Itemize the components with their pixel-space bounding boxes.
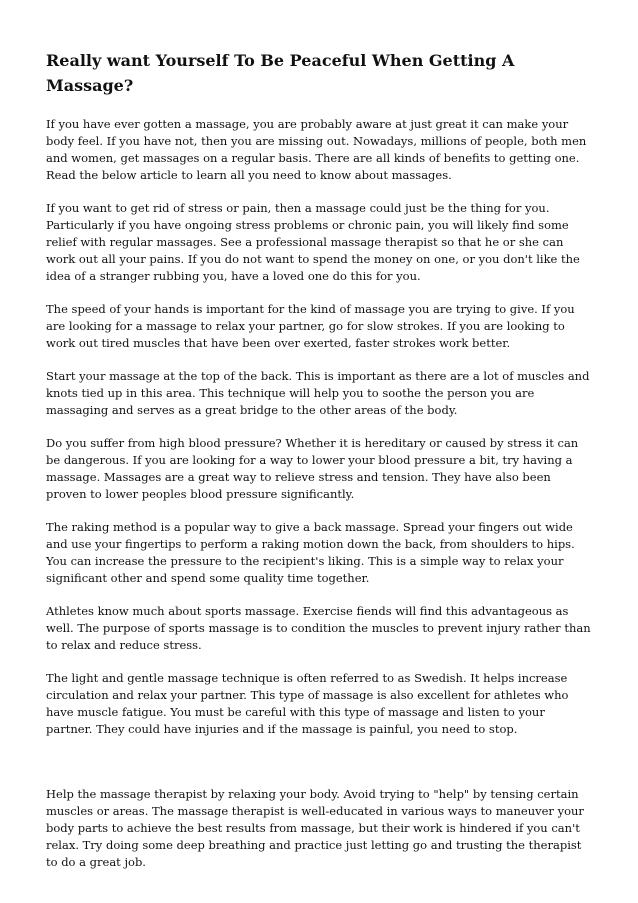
paragraph-intro: If you have ever gotten a massage, you are probably aware at just great it can make your body feel. If you have not, then you are missing out. Nowadays, millions of people, both men and women, get massages on a regular basis. There are all kinds of benefits to getting one. Read the below article to learn all you need to know about massages. bbox=[46, 117, 587, 182]
paragraph-hand-speed: The speed of your hands is important for the kind of massage you are trying to give. If you are looking for a massage to relax your partner, go for slow strokes. If you are looking to work out tired muscles that have been over exerted, faster strokes work better. bbox=[46, 302, 575, 350]
paragraph-relax-body: Help the massage therapist by relaxing your body. Avoid trying to "help" by tensing certain muscles or areas. The massage therapist is well-educated in various ways to maneuver your body parts to achieve the best results from massage, but their work is hindered if you can't relax. Try doing some deep breathing and practice just letting go and trusting the therapist to do a great job. bbox=[46, 787, 584, 869]
document-body bbox=[46, 116, 592, 871]
paragraph-sports-massage: Athletes know much about sports massage. Exercise fiends will find this advantageous as well. The purpose of sports massage is to condition the muscles to prevent injury rather than to relax and reduce stress. bbox=[46, 604, 591, 652]
paragraph-swedish-massage: The light and gentle massage technique is often referred to as Swedish. It helps increase circulation and relax your partner. This type of massage is also excellent for athletes who have muscle fatigue. You must be careful with this type of massage and listen to your partner. They could have injuries and if the massage is painful, you need to stop. bbox=[46, 671, 569, 736]
paragraph-blood-pressure: Do you suffer from high blood pressure? Whether it is hereditary or caused by stress it can be dangerous. If you are looking for a way to lower your blood pressure a bit, try having a massage. Massages are a great way to relieve stress and tension. They have also been proven to lower peoples blood pressure significantly. bbox=[46, 436, 579, 501]
paragraph-stress-pain: If you want to get rid of stress or pain, then a massage could just be the thing for you. Particularly if you have ongoing stress problems or chronic pain, you will likely find some relief with regular massages. See a professional massage therapist so that he or she can work out all your pains. If you do not want to spend the money on one, or you don't like the idea of a stranger rubbing you, have a loved one do this for you. bbox=[46, 201, 580, 283]
paragraph-raking-method: The raking method is a popular way to give a back massage. Spread your fingers out wide and use your fingertips to perform a raking motion down the back, from shoulders to hips. You can increase the pressure to the recipient's liking. This is a simple way to relax your significant other and spend some quality time together. bbox=[46, 520, 575, 585]
document-title: Really want Yourself To Be Peaceful When Getting A Massage? bbox=[46, 51, 515, 95]
paragraph-top-of-back: Start your massage at the top of the back. This is important as there are a lot of muscles and knots tied up in this area. This technique will help you to soothe the person you are massaging and serves as a great bridge to the other areas of the body. bbox=[46, 369, 590, 417]
